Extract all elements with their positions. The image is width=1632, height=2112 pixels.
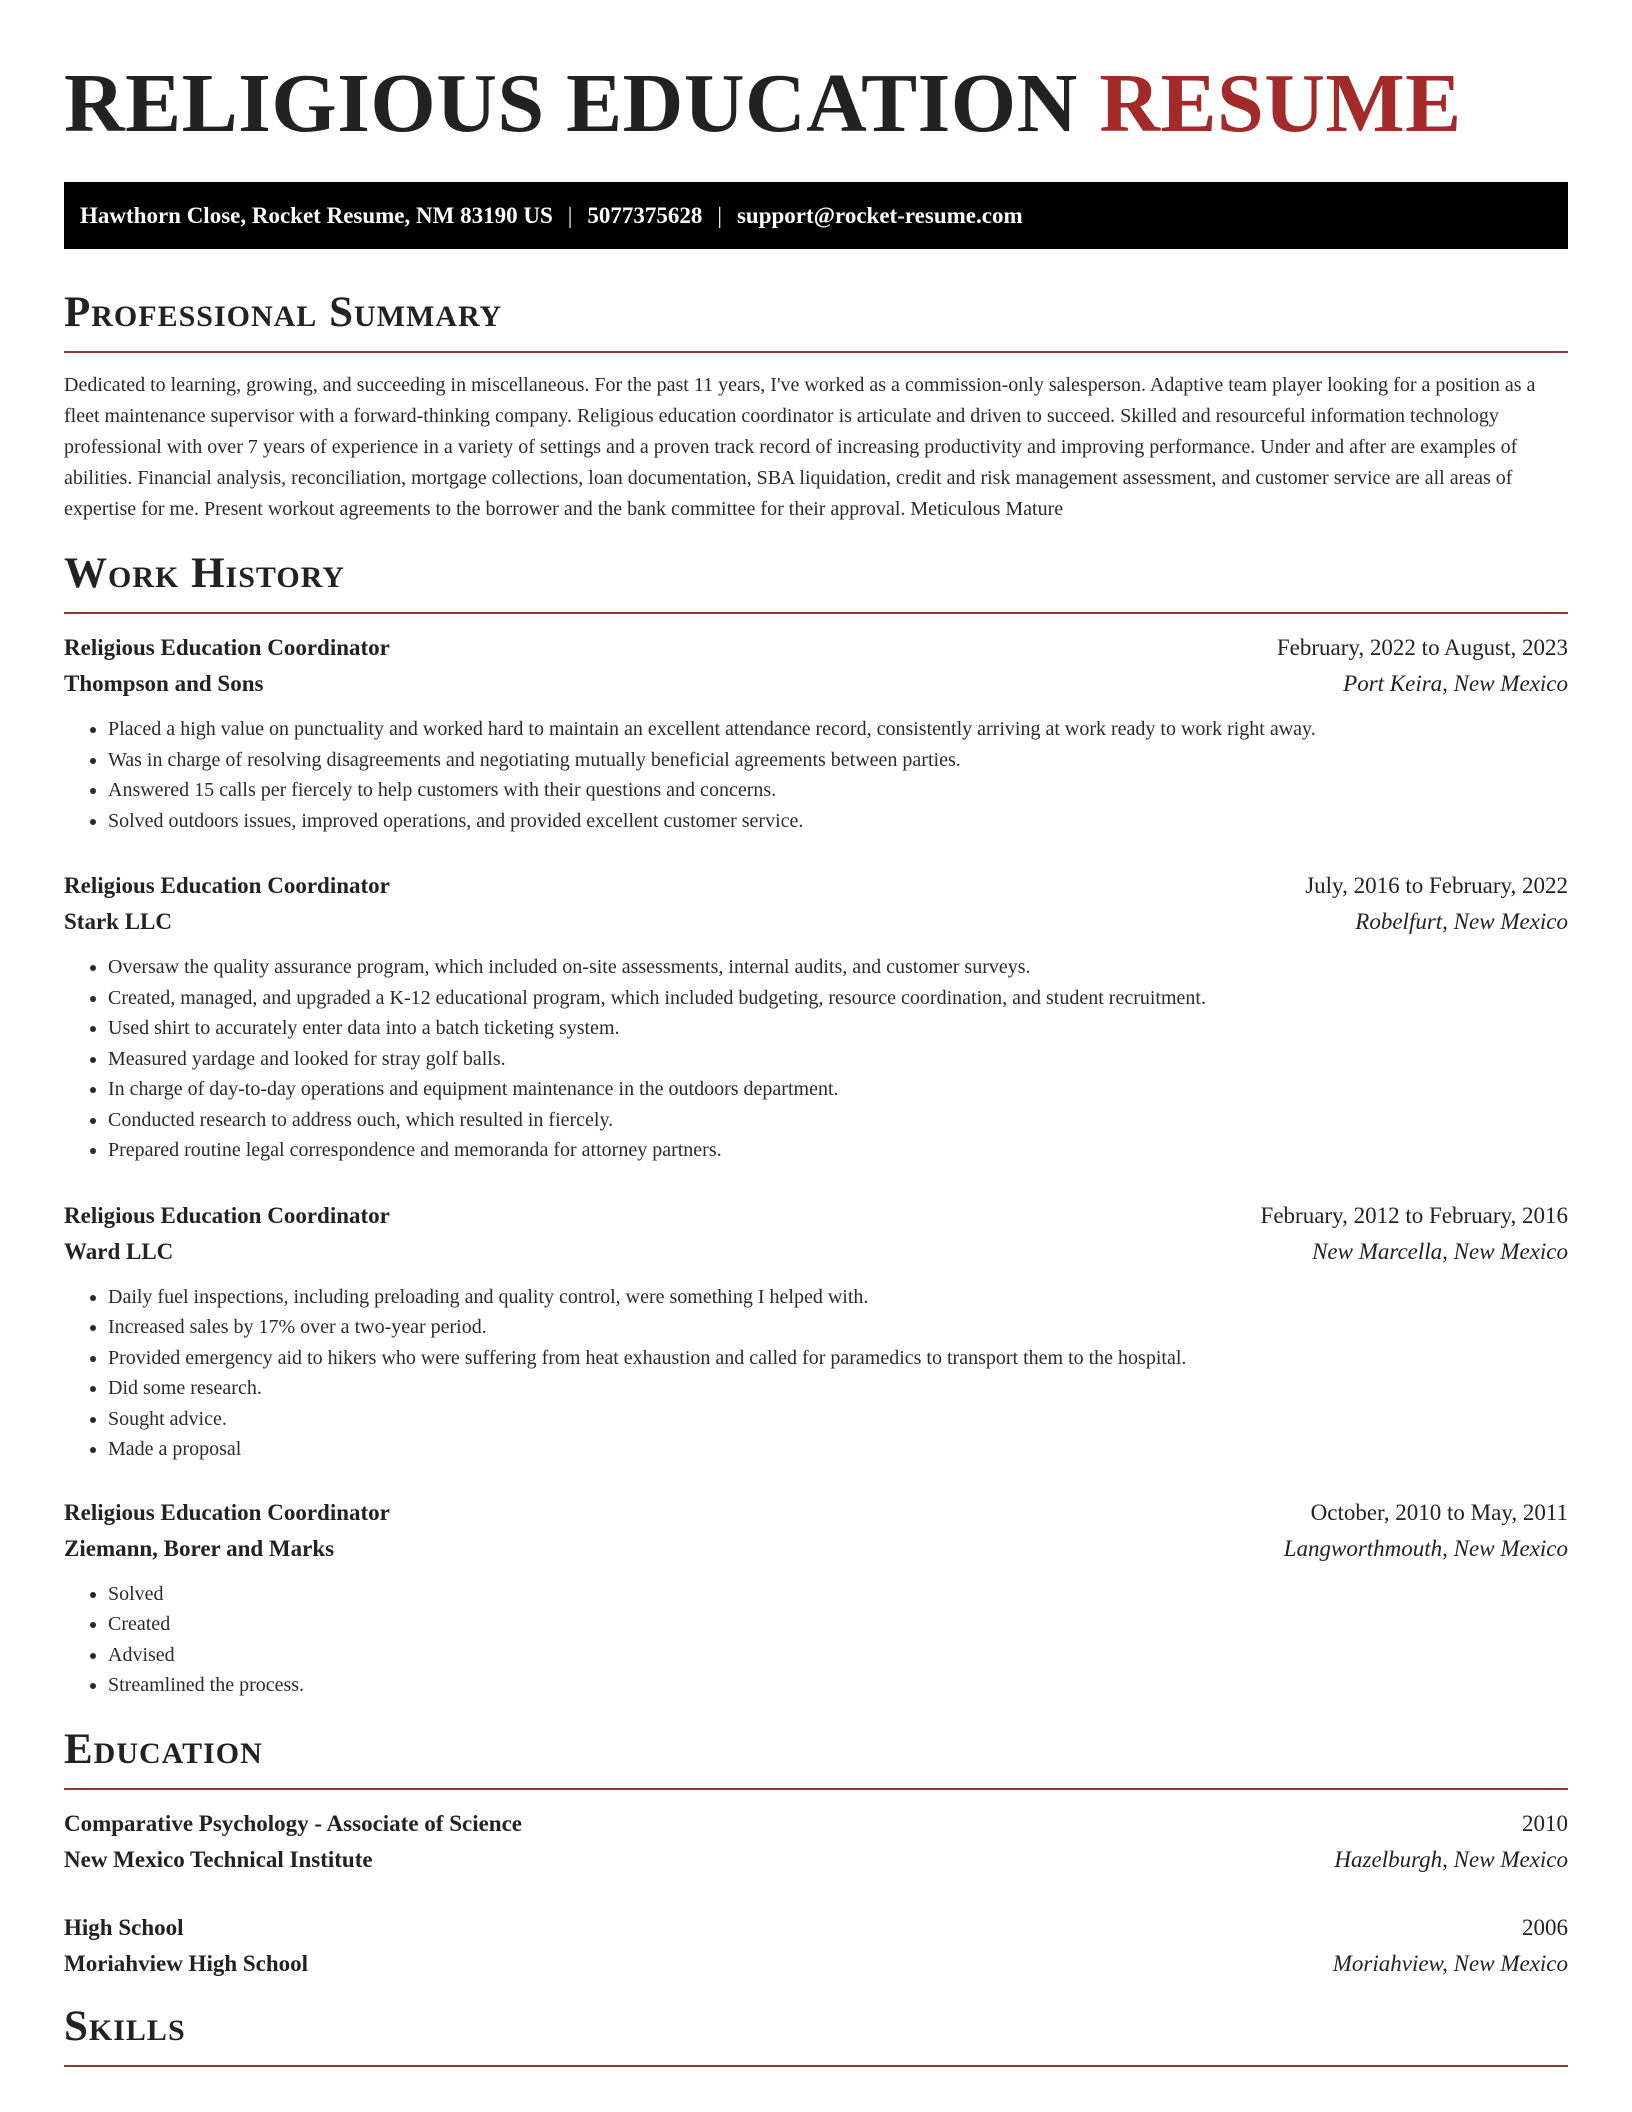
- summary-section: [64, 286, 1568, 525]
- section-divider: [64, 351, 1568, 353]
- list-item: • Provided emergency aid to hikers who were suffering from heat exhaustion and called for paramedics to transport them to the hospital.: [108, 1343, 1568, 1374]
- job-title: Religious Education Coordinator: [64, 635, 390, 660]
- list-item: • Measured yardage and looked for stray golf balls.: [108, 1044, 1568, 1075]
- job-location: Robelfurt, New Mexico: [1355, 909, 1568, 934]
- contact-bar: [64, 182, 1568, 249]
- education-location: Hazelburgh, New Mexico: [1334, 1846, 1568, 1872]
- section-divider: [64, 1788, 1568, 1790]
- job-dates: July, 2016 to February, 2022: [1305, 873, 1568, 898]
- title-accent: RESUME: [1099, 57, 1462, 150]
- job-entry: [64, 868, 1568, 1166]
- job-title: Religious Education Coordinator: [64, 873, 390, 898]
- list-item: • Conducted research to address ouch, which resulted in fiercely.: [108, 1105, 1568, 1136]
- list-item: • Used shirt to accurately enter data into a batch ticketing system.: [108, 1013, 1568, 1044]
- job-company: Ward LLC: [64, 1238, 174, 1264]
- job-title: Religious Education Coordinator: [64, 1499, 390, 1525]
- job-duties: [64, 952, 1568, 1166]
- education-school: Moriahview High School: [64, 1950, 309, 1976]
- education-degree: High School: [64, 1914, 184, 1940]
- section-divider: [64, 612, 1568, 614]
- section-divider: [64, 2065, 1568, 2067]
- list-item: • Streamlined the process.: [108, 1670, 1568, 1701]
- list-item: • In charge of day-to-day operations and equipment maintenance in the outdoors department.: [108, 1074, 1568, 1105]
- resume-title: [64, 0, 1568, 152]
- job-entry: [64, 1198, 1568, 1465]
- education-entry: [64, 1910, 1568, 1982]
- list-item: • Daily fuel inspections, including preloading and quality control, were something I helped with.: [108, 1282, 1568, 1313]
- skills-heading: Skills: [64, 2002, 186, 2050]
- job-duties: [64, 1282, 1568, 1465]
- education-section: [64, 1723, 1568, 1982]
- education-entry: [64, 1806, 1568, 1878]
- education-degree: Comparative Psychology - Associate of Science: [64, 1810, 523, 1836]
- list-item: • Created: [108, 1609, 1568, 1640]
- job-dates: February, 2022 to August, 2023: [1276, 635, 1568, 660]
- education-heading: Education: [64, 1725, 263, 1773]
- job-location: New Marcella, New Mexico: [1312, 1238, 1568, 1264]
- job-duties: [64, 714, 1568, 836]
- contact-separator: |: [567, 202, 573, 228]
- job-dates: October, 2010 to May, 2011: [1310, 1499, 1568, 1525]
- contact-separator: |: [717, 202, 722, 228]
- work-history-heading: Work History: [64, 550, 345, 597]
- list-item: • Prepared routine legal correspondence and memoranda for attorney partners.: [108, 1135, 1568, 1166]
- contact-email[interactable]: support@rocket-resume.com: [736, 202, 1023, 228]
- list-item: • Solved: [108, 1579, 1568, 1610]
- list-item: • Created, managed, and upgraded a K-12 educational program, which included budgeting, resource coordination, and student recruitment.: [108, 983, 1568, 1014]
- list-item: • Did some research.: [108, 1373, 1568, 1404]
- list-item: • Made a proposal: [108, 1434, 1568, 1465]
- job-company: Ziemann, Borer and Marks: [64, 1535, 335, 1561]
- list-item: • Was in charge of resolving disagreements and negotiating mutually beneficial agreements between parties.: [108, 745, 1568, 776]
- education-year: 2010: [1522, 1810, 1568, 1836]
- list-item: • Advised: [108, 1640, 1568, 1671]
- education-location: Moriahview, New Mexico: [1332, 1950, 1568, 1976]
- job-company: Stark LLC: [64, 909, 172, 934]
- skills-section: [64, 2000, 1568, 2067]
- contact-address: Hawthorn Close, Rocket Resume, NM 83190 US: [80, 202, 553, 228]
- list-item: • Oversaw the quality assurance program, which included on-site assessments, internal audits, and customer surveys.: [108, 952, 1568, 983]
- list-item: • Placed a high value on punctuality and worked hard to maintain an excellent attendance record, consistently arriving at work ready to work right away.: [108, 714, 1568, 745]
- job-entry: [64, 630, 1568, 836]
- job-dates: February, 2012 to February, 2016: [1260, 1202, 1568, 1228]
- list-item: • Sought advice.: [108, 1404, 1568, 1435]
- education-year: 2006: [1522, 1914, 1568, 1940]
- contact-phone[interactable]: 5077375628: [587, 202, 703, 228]
- list-item: • Solved outdoors issues, improved operations, and provided excellent customer service.: [108, 806, 1568, 837]
- job-duties: [64, 1579, 1568, 1701]
- job-company: Thompson and Sons: [64, 671, 264, 696]
- job-entry: [64, 1495, 1568, 1701]
- work-history-section: [64, 547, 1568, 1701]
- job-location: Port Keira, New Mexico: [1343, 671, 1568, 696]
- title-main: RELIGIOUS EDUCATION: [64, 57, 1078, 150]
- job-location: Langworthmouth, New Mexico: [1283, 1535, 1568, 1561]
- job-title: Religious Education Coordinator: [64, 1202, 390, 1228]
- summary-heading: Professional Summary: [64, 289, 503, 336]
- list-item: • Answered 15 calls per fiercely to help customers with their questions and concerns.: [108, 775, 1568, 806]
- education-school: New Mexico Technical Institute: [64, 1846, 373, 1872]
- list-item: • Increased sales by 17% over a two-year period.: [108, 1312, 1568, 1343]
- summary-text: Dedicated to learning, growing, and succeeding in miscellaneous. For the past 11 years, I've worked as a commission-only salesperson. Adaptive team player looking for a position as a fleet maintenance supervisor with a forward-thinking company. Religious education coordinator is articulate and driven to succeed. Skilled and resourceful information technology professional with over 7 years of experience in a variety of settings and a proven track record of increasing productivity and improving performance. Under and after are examples of abilities. Financial analysis, reconciliation, mortgage collections, loan documentation, SBA liquidation, credit and risk management assessment, and customer service are all areas of expertise for me. Present workout agreements to the borrower and the bank committee for their approval. Meticulous Mature: [64, 374, 1536, 520]
